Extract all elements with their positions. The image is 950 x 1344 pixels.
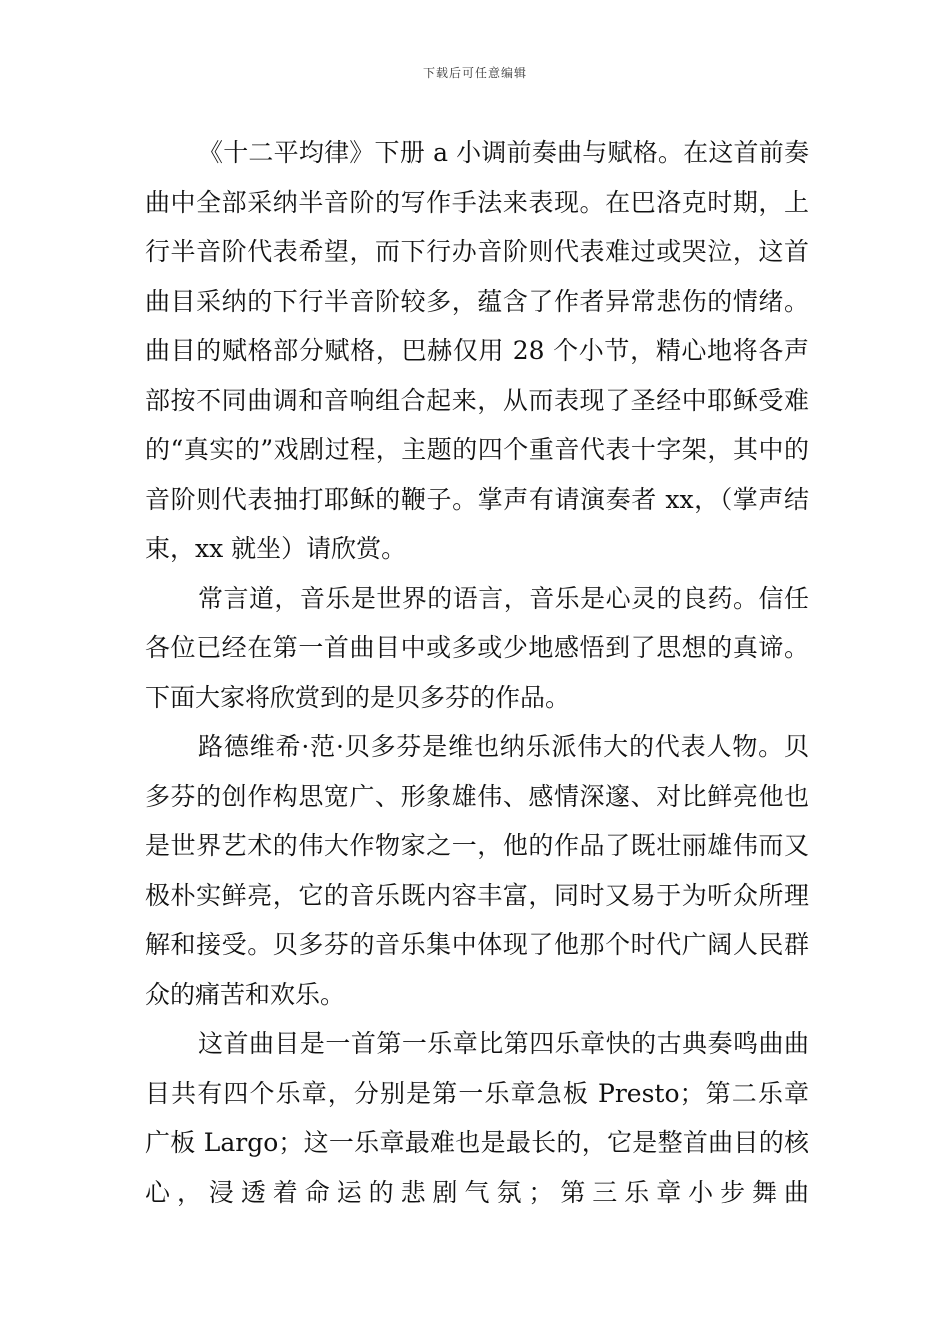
paragraph-music-language: 常言道，音乐是世界的语言，音乐是心灵的良药。信任各位已经在第一首曲目中或多或少地感悟到了思想的真谛。下面大家将欣赏到的是贝多芬的作品。 [145,583,809,712]
paragraph-sonata-movements: 这首曲目是一首第一乐章比第四乐章快的古典奏鸣曲曲目共有四个乐章，分别是第一乐章急板 Presto；第二乐章广板 Largo；这一乐章最难也是最长的，它是整首曲目的核心，浸透着命运的悲剧气氛；第三乐章小步舞曲 [145,1029,809,1207]
document-body [145,128,809,1217]
page-header-note: 下载后可任意编辑 [422,66,527,80]
paragraph-fugue-description: 《十二平均律》下册 a 小调前奏曲与赋格。在这首前奏曲中全部采纳半音阶的写作手法来表现。在巴洛克时期，上行半音阶代表希望，而下行办音阶则代表难过或哭泣，这首曲目采纳的下行半音阶较多，蕴含了作者异常悲伤的情绪。曲目的赋格部分赋格，巴赫仅用 28 个小节，精心地将各声部按不同曲调和音响组合起来，从而表现了圣经中耶稣受难的“真实的”戏剧过程，主题的四个重音代表十字架，其中的音阶则代表抽打耶稣的鞭子。掌声有请演奏者 xx，（掌声结束，xx 就坐）请欣赏。 [145,138,809,563]
paragraph-beethoven-intro: 路德维希·范·贝多芬是维也纳乐派伟大的代表人物。贝多芬的创作构思宽广、形象雄伟、感情深邃、对比鲜亮他也是世界艺术的伟大作物家之一，他的作品了既壮丽雄伟而又极朴实鲜亮，它的音乐既内容丰富，同时又易于为听众所理解和接受。贝多芬的音乐集中体现了他那个时代广阔人民群众的痛苦和欢乐。 [145,732,809,1009]
